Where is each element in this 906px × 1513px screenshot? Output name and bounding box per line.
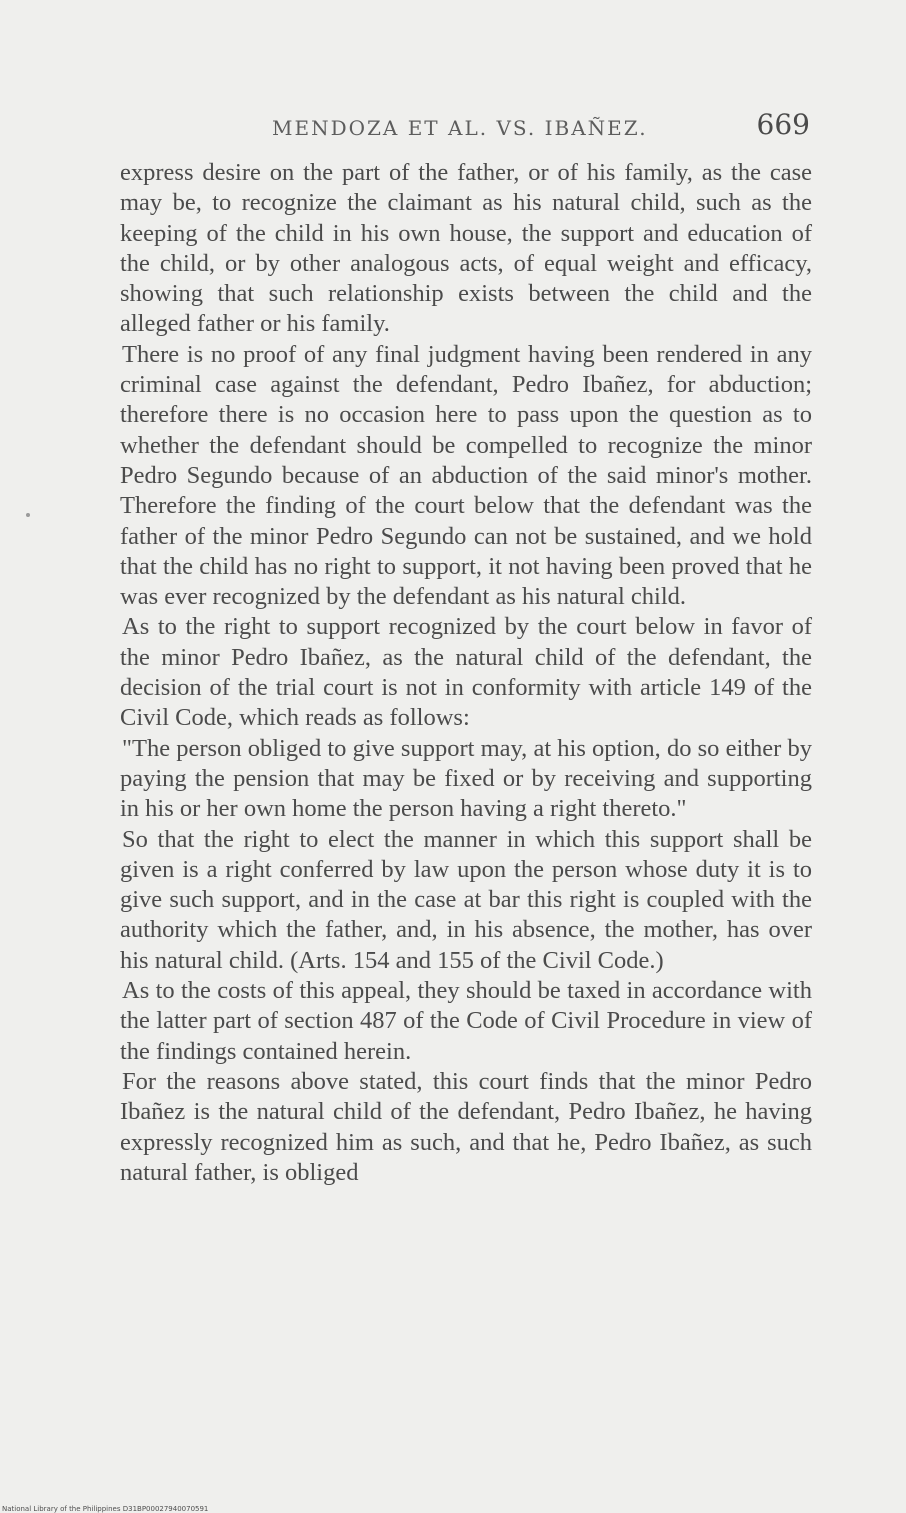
paragraph: There is no proof of any final judgment having been rendered in any criminal case against the defendant, Pedro Ibañez, for abduction; therefore there is no occasion here to pass upon the question as to whether the defendant should be compelled to recognize the minor Pedro Segundo because of an abduction of the said minor's mother. Therefore the finding of the court below that the defendant was the father of the minor Pedro Segundo can not be sustained, and we hold that the child has no right to support, it not having been proved that he was ever recognized by the defendant as his natural child. — [120, 340, 812, 611]
paragraph: As to the right to support recognized by the court below in favor of the minor Pedro Ibañez, as the natural child of the defendant, the decision of the trial court is not in conformity with article 149 of the Civil Code, which reads as follows: — [120, 613, 812, 732]
page-header — [120, 108, 810, 148]
paragraph: express desire on the part of the father, or of his family, as the case may be, to recognize the claimant as his natural child, such as the keeping of the child in his own house, the support and education of the child, or by other analogous acts, of equal weight and efficacy, showing that such relationship exists between the child and the alleged father or his family. — [120, 159, 812, 338]
margin-mark — [26, 513, 30, 517]
scan-footer: National Library of the Philippines D31BP00027940070591 — [2, 1505, 209, 1513]
paragraph: So that the right to elect the manner in which this support shall be given is a right conferred by law upon the person whose duty it is to give such support, and in the case at bar this right is coupled with the authority which the father, and, in his absence, the mother, has over his natural child. (Arts. 154 and 155 of the Civil Code.) — [120, 825, 812, 974]
body-text — [120, 158, 812, 1188]
paragraph: As to the costs of this appeal, they should be taxed in accordance with the latter part of section 487 of the Code of Civil Procedure in view of the findings contained herein. — [120, 977, 812, 1065]
quoted-paragraph: "The person obliged to give support may, at his option, do so either by paying the pension that may be fixed or by receiving and supporting in his or her own home the person having a right thereto." — [120, 734, 812, 823]
paragraph: For the reasons above stated, this court finds that the minor Pedro Ibañez is the natural child of the defendant, Pedro Ibañez, he having expressly recognized him as such, and that he, Pedro Ibañez, as such natural father, is obliged — [120, 1067, 812, 1186]
page-number: 669 — [756, 108, 810, 141]
running-head: MENDOZA ET AL. VS. IBAÑEZ. — [272, 116, 648, 140]
